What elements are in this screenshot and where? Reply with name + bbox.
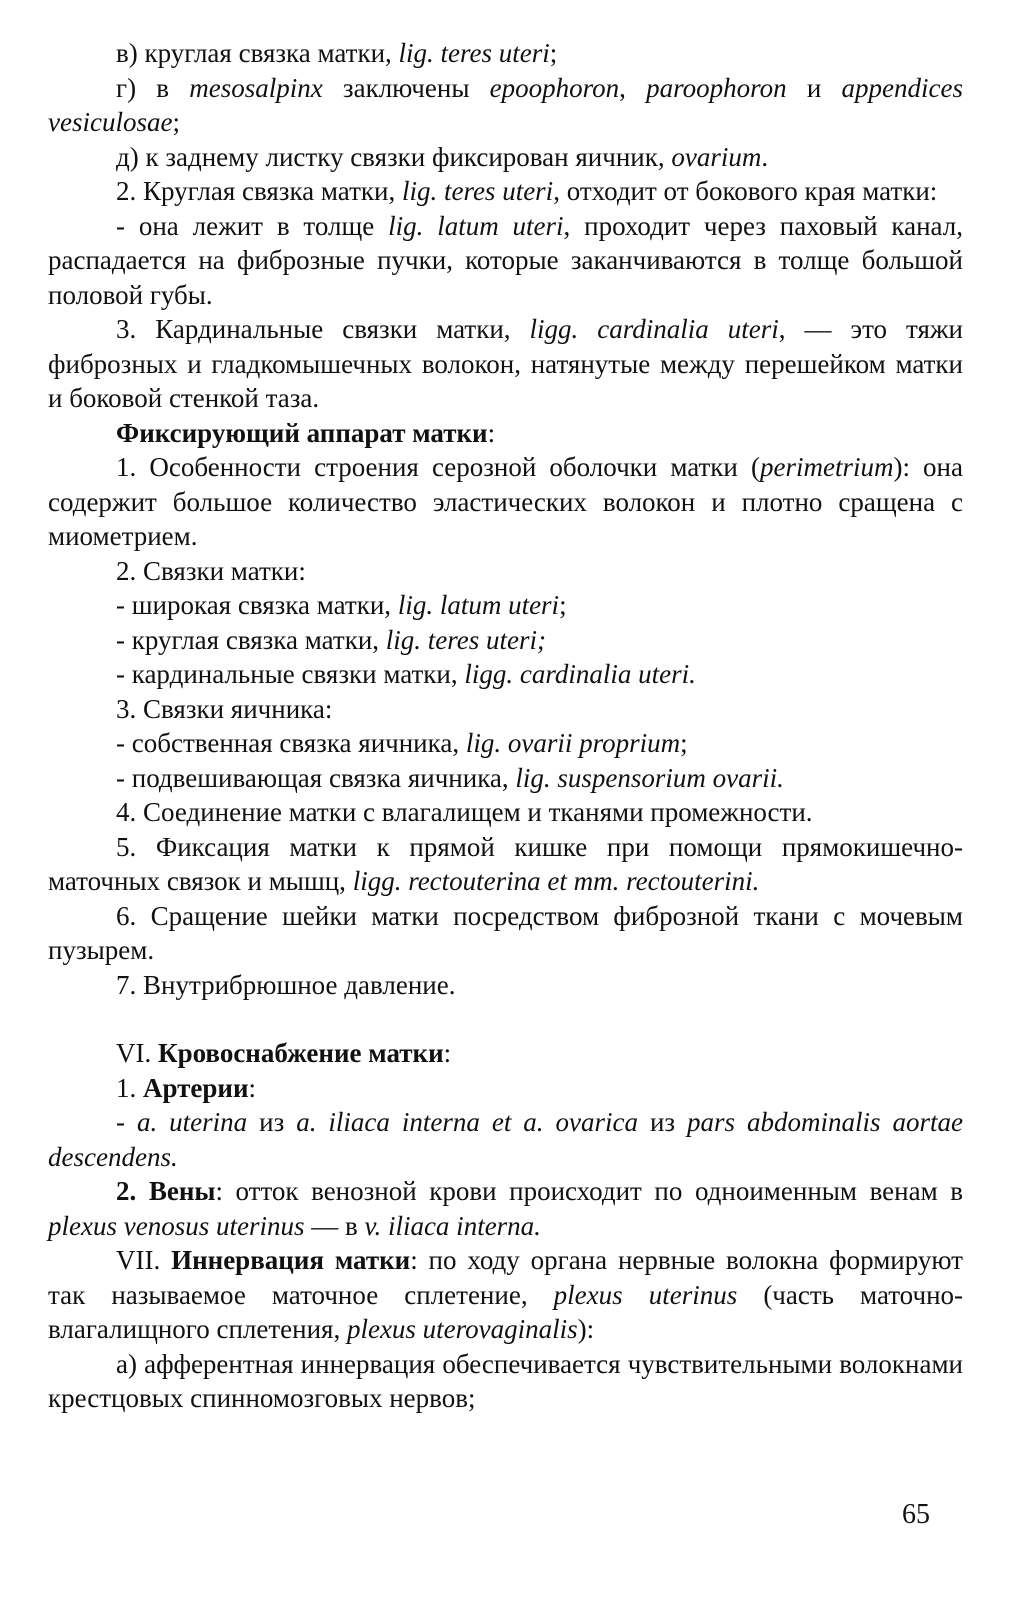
text: - широкая связка матки, (116, 590, 398, 620)
fix-item-1 (48, 450, 963, 554)
text: 7. Внутрибрюшное давление. (116, 969, 456, 1000)
text: ): (577, 1314, 595, 1344)
text: ): она содержит большое количество эластических волокон и плотно сращена с миометрием. (48, 452, 963, 551)
paragraph-2 (48, 174, 963, 209)
latin-term: epoophoron (489, 72, 620, 103)
text: ; (559, 590, 567, 620)
text: 6. Сращение шейки матки посредством фиброзной ткани с мочевым пузырем. (48, 900, 963, 965)
fix-item-4 (48, 795, 963, 830)
section-vi-heading (48, 1036, 963, 1071)
text: — в (304, 1210, 365, 1241)
paragraph-3 (48, 312, 963, 416)
fix-item-3 (48, 692, 963, 727)
text: 3. Связки яичника: (116, 693, 333, 724)
text: - кардинальные связки матки, (116, 659, 465, 689)
latin-term: ligg. cardinalia uteri (529, 314, 779, 344)
text: ; (172, 107, 180, 137)
latin-term: plexus uterinus (553, 1279, 738, 1310)
text: а) афферентная иннервация обеспечивается чувствительными волокнами крестцовых спинномозговых нервов; (48, 1348, 963, 1413)
latin-term: lig. teres uteri; (385, 624, 547, 655)
heading-text: Фиксирующий аппарат матки (116, 417, 488, 448)
section-vii (48, 1243, 963, 1347)
section-vi-arteries (48, 1105, 963, 1174)
text: , отходит от бокового края матки: (553, 176, 938, 206)
latin-term: ligg. cardinalia uteri. (464, 659, 696, 689)
latin-term: plexus uterovaginalis (346, 1314, 578, 1344)
text: : (487, 417, 496, 448)
latin-term: mesosalpinx (189, 72, 323, 103)
heading-text: Иннервация матки (171, 1245, 411, 1275)
latin-term: lig. latum uteri (388, 210, 564, 241)
heading-text: 2. Вены (116, 1176, 216, 1206)
text: в) круглая связка матки, (116, 38, 399, 68)
fix-item-2c (48, 657, 963, 692)
text: ; (680, 728, 688, 758)
text: 4. Соединение матки с влагалищем и тканями промежности. (116, 797, 813, 827)
text: 2. Связки матки: (116, 555, 306, 586)
page-number: 65 (902, 1499, 930, 1530)
section-vi-veins (48, 1174, 963, 1243)
paragraph-2-detail (48, 209, 963, 313)
latin-term: ligg. rectouterina et mm. rectouterini. (352, 866, 760, 896)
heading-text: Артерии (143, 1072, 249, 1103)
text: . (761, 141, 769, 172)
text: - подвешивающая связка яичника, (116, 762, 516, 793)
latin-term: lig. suspensorium ovarii. (515, 762, 784, 793)
text: 1. Особенности строения серозной оболочки матки ( (116, 452, 760, 482)
text: - собственная связка яичника, (116, 728, 466, 758)
heading-fixing-apparatus (48, 416, 963, 451)
text: 5. Фиксация матки к прямой кишке при помощи прямокишечно-маточных связок и мышц, (48, 831, 963, 896)
latin-term: v. iliaca interna. (364, 1210, 541, 1241)
text: : (248, 1072, 257, 1103)
latin-term: lig. ovarii proprium (465, 728, 681, 758)
fix-item-6 (48, 899, 963, 968)
heading-text: Кровоснабжение матки (158, 1038, 444, 1068)
page-body (48, 36, 963, 1416)
latin-term: ovarium (671, 141, 762, 172)
text: - круглая связка матки, (116, 624, 386, 655)
latin-term: perimetrium (759, 452, 894, 482)
text: ; (549, 38, 558, 68)
item-v (48, 36, 963, 71)
text: 3. Кардинальные связки матки, (116, 314, 530, 344)
latin-term: lig. latum uteri (397, 590, 560, 620)
item-g (48, 71, 963, 140)
fix-item-7 (48, 968, 963, 1003)
latin-term: a. iliaca interna et a. ovarica (296, 1107, 638, 1137)
text: и (786, 72, 842, 103)
text: 2. Круглая связка матки, (116, 176, 402, 206)
fix-item-2a (48, 588, 963, 623)
text: из (637, 1107, 688, 1137)
text: , проходит через паховый канал, распадается на фиброзные пучки, которые заканчиваются в толще большой половой губы. (48, 210, 963, 310)
section-vi-arteries-heading (48, 1071, 963, 1106)
text: (часть маточно-влагалищного сплетения, (48, 1279, 964, 1344)
text: : отток венозной крови происходит по одноименным венам в (215, 1176, 963, 1206)
text: из (247, 1107, 297, 1137)
text: - она лежит в толще (116, 210, 389, 241)
latin-term: pars abdominalis aortae descendens. (48, 1107, 963, 1172)
text: : по ходу органа нервные волокна формируют так называемое маточное сплетение, (48, 1245, 963, 1310)
item-d (48, 140, 963, 175)
text: : (443, 1038, 452, 1068)
text: д) к заднему листку связки фиксирован яичник, (116, 141, 672, 172)
spacer (48, 1002, 963, 1036)
section-number: VI. (116, 1038, 158, 1068)
text: заключены (322, 72, 490, 103)
fix-item-5 (48, 830, 963, 899)
latin-term: - a. uterina (116, 1107, 248, 1137)
latin-term: paroophoron (646, 72, 787, 103)
latin-term: lig. teres uteri (398, 38, 550, 68)
section-vii-a (48, 1347, 963, 1416)
fix-item-3b (48, 761, 963, 796)
text: г) в (116, 72, 190, 103)
fix-item-2b (48, 623, 963, 658)
section-number: VII. (116, 1245, 172, 1275)
fix-item-2 (48, 554, 963, 589)
text: , — это тяжи фиброзных и гладкомышечных волокон, натянутые между перешейком матки и боковой стенкой таза. (48, 314, 963, 413)
latin-term: appendices vesiculosae (48, 72, 963, 137)
text: , (619, 72, 647, 103)
latin-term: lig. teres uteri (401, 176, 554, 206)
text: 1. (116, 1072, 143, 1103)
latin-term: plexus venosus uterinus (48, 1210, 305, 1241)
fix-item-3a (48, 726, 963, 761)
